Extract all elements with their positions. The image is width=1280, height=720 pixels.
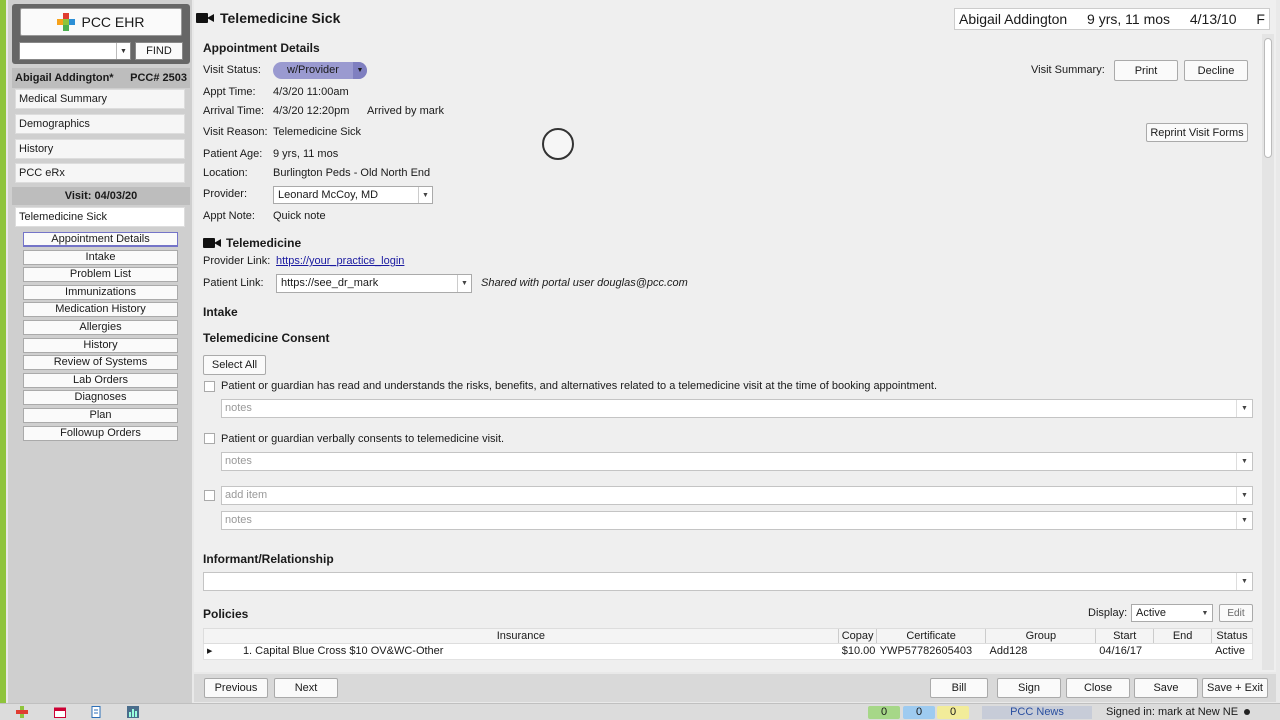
sign-button[interactable]: Sign <box>997 678 1061 698</box>
consent-1-checkbox[interactable] <box>204 381 215 392</box>
cell-certificate: YWP57782605403 <box>879 645 973 657</box>
appt-note-value: Quick note <box>273 210 326 222</box>
main-scrollbar[interactable] <box>1262 34 1274 670</box>
mouse-cursor-highlight <box>542 128 574 160</box>
patient-link-select[interactable] <box>276 274 472 293</box>
header-patient-sex: F <box>1256 11 1265 27</box>
add-item-placeholder: add item <box>225 489 268 501</box>
chevron-down-icon: ▼ <box>457 275 471 292</box>
informant-title: Informant/Relationship <box>203 552 334 566</box>
reprint-visit-forms-button[interactable]: Reprint Visit Forms <box>1146 123 1248 142</box>
visit-header: Visit: 04/03/20 <box>12 187 190 205</box>
patient-link-label: Patient Link: <box>203 277 264 289</box>
cell-start: 04/16/17 <box>1099 645 1143 657</box>
bill-button[interactable]: Bill <box>930 678 988 698</box>
subnav-followup-orders[interactable]: Followup Orders <box>23 426 178 441</box>
provider-link-label: Provider Link: <box>203 255 271 267</box>
sidebar-item-pcc-erx[interactable]: PCC eRx <box>15 163 185 183</box>
chevron-down-icon: ▼ <box>418 187 432 203</box>
location-label: Location: <box>203 167 248 179</box>
notes-placeholder: notes <box>225 455 252 467</box>
add-item-notes[interactable] <box>221 511 1253 530</box>
notes-placeholder: notes <box>225 514 252 526</box>
column-status: Status <box>1216 630 1248 642</box>
pcc-launcher-icon[interactable] <box>16 706 28 718</box>
subnav-lab-orders[interactable]: Lab Orders <box>23 373 178 388</box>
cell-group: Add128 <box>989 645 1028 657</box>
intake-title: Intake <box>203 305 238 319</box>
provider-link[interactable]: https://your_practice_login <box>276 255 405 267</box>
telemedicine-title <box>203 236 301 250</box>
patient-age-value: 9 yrs, 11 mos <box>273 148 339 160</box>
cell-end <box>1154 644 1212 659</box>
consent-1-notes[interactable] <box>221 399 1253 418</box>
arrival-time-value: 4/3/20 12:20pm <box>273 105 350 117</box>
column-group: Group <box>986 629 1096 643</box>
display-value: Active <box>1136 607 1166 619</box>
main-content <box>194 0 1276 672</box>
patient-name: Abigail Addington* <box>15 72 114 84</box>
policies-title: Policies <box>203 607 249 621</box>
patient-header <box>954 8 1270 30</box>
add-item-field[interactable] <box>221 486 1253 505</box>
patient-search-select[interactable] <box>19 42 131 60</box>
table-row[interactable] <box>203 644 1253 660</box>
find-button[interactable]: FIND <box>135 42 183 60</box>
appt-time-label: Appt Time: <box>203 86 256 98</box>
logo-panel <box>12 4 190 64</box>
save-exit-button[interactable]: Save + Exit <box>1202 678 1268 698</box>
consent-2-label: Patient or guardian verbally consents to telemedicine visit. <box>221 433 505 445</box>
column-end: End <box>1154 629 1212 643</box>
column-insurance: Insurance <box>204 629 839 643</box>
provider-value: Leonard McCoy, MD <box>278 189 379 201</box>
policies-table-header <box>203 628 1253 644</box>
header-patient-age: 9 yrs, 11 mos <box>1087 11 1171 27</box>
appt-note-label: Appt Note: <box>203 210 255 222</box>
policies-table <box>203 628 1253 660</box>
appointment-details-title: Appointment Details <box>203 41 320 55</box>
visit-status-select[interactable] <box>273 62 367 79</box>
sidebar-item-history[interactable]: History <box>15 139 185 159</box>
header-patient-dob: 4/13/10 <box>1189 11 1237 27</box>
next-button[interactable]: Next <box>274 678 338 698</box>
patient-link-value: https://see_dr_mark <box>281 277 379 289</box>
provider-select[interactable] <box>273 186 433 204</box>
telemedicine-consent-title: Telemedicine Consent <box>203 331 330 345</box>
cell-status: Active <box>1215 645 1246 657</box>
notes-placeholder: notes <box>225 402 252 414</box>
video-camera-icon <box>203 237 221 249</box>
add-item-checkbox[interactable] <box>204 490 215 501</box>
chevron-down-icon: ▼ <box>1201 609 1209 617</box>
cell-copay: $10.00 <box>841 645 876 657</box>
chevron-down-icon: ▼ <box>116 43 130 59</box>
pcc-number: PCC# 2503 <box>130 72 187 84</box>
patient-age-label: Patient Age: <box>203 148 263 160</box>
chevron-down-icon: ▼ <box>1236 453 1252 470</box>
visit-status-value: w/Provider <box>287 64 339 76</box>
header-patient-name: Abigail Addington <box>959 11 1068 27</box>
consent-2-notes[interactable] <box>221 452 1253 471</box>
chevron-down-icon: ▼ <box>353 62 367 79</box>
visit-title-text: Telemedicine Sick <box>220 10 341 26</box>
patient-bar <box>12 68 190 88</box>
visit-status-label: Visit Status: <box>203 64 261 76</box>
action-bar <box>194 674 1276 702</box>
subnav-allergies[interactable]: Allergies <box>23 320 178 335</box>
yellow-count-badge[interactable]: 0 <box>937 706 969 719</box>
location-value: Burlington Peds - Old North End <box>273 167 431 179</box>
column-copay: Copay <box>839 629 877 643</box>
edit-policies-button[interactable]: Edit <box>1219 604 1253 622</box>
visit-reason-value: Telemedicine Sick <box>273 126 362 138</box>
window-edge <box>0 0 6 720</box>
display-label: Display: <box>1088 607 1128 619</box>
sidebar-item-medical-summary[interactable]: Medical Summary <box>15 89 185 109</box>
document-icon[interactable] <box>90 706 102 718</box>
green-count-badge[interactable]: 0 <box>868 706 900 719</box>
subnav-problem-list[interactable]: Problem List <box>23 267 178 282</box>
expand-triangle-icon[interactable]: ▶ <box>207 648 213 655</box>
signed-in-status <box>1106 706 1250 718</box>
subnav-history[interactable]: History <box>23 338 178 353</box>
video-camera-icon <box>196 12 214 24</box>
app-name: PCC EHR <box>81 14 145 30</box>
pcc-logo-icon <box>57 13 75 31</box>
subnav-plan[interactable]: Plan <box>23 408 178 423</box>
previous-button[interactable]: Previous <box>204 678 268 698</box>
subnav-medication-history[interactable]: Medication History <box>23 302 178 317</box>
chevron-down-icon: ▼ <box>1236 512 1252 529</box>
chevron-down-icon: ▼ <box>1236 400 1252 417</box>
shared-portal-note: Shared with portal user douglas@pcc.com <box>481 277 688 289</box>
sidebar-item-demographics[interactable]: Demographics <box>15 114 185 134</box>
pcc-ehr-home-button[interactable] <box>20 8 182 36</box>
save-button[interactable]: Save <box>1134 678 1198 698</box>
visit-reason-label: Visit Reason: <box>203 126 268 138</box>
print-button[interactable]: Print <box>1114 60 1178 81</box>
status-dot-icon <box>1244 709 1250 715</box>
arrived-by: Arrived by mark <box>367 105 445 117</box>
provider-label: Provider: <box>203 188 248 200</box>
status-bar <box>0 703 1280 720</box>
signed-in-text: Signed in: mark at New NE <box>1106 706 1239 718</box>
chevron-down-icon: ▼ <box>1236 573 1252 590</box>
appt-time-value: 4/3/20 11:00am <box>273 86 349 98</box>
cell-insurance: 1. Capital Blue Cross $10 OV&WC-Other <box>242 645 444 657</box>
blue-count-badge[interactable]: 0 <box>903 706 935 719</box>
subnav-immunizations[interactable]: Immunizations <box>23 285 178 300</box>
visit-title <box>196 10 340 26</box>
subnav-diagnoses[interactable]: Diagnoses <box>23 390 178 405</box>
decline-button[interactable]: Decline <box>1184 60 1248 81</box>
arrival-time-label: Arrival Time: <box>203 105 265 117</box>
subnav-review-of-systems[interactable]: Review of Systems <box>23 355 178 370</box>
informant-select[interactable] <box>203 572 1253 591</box>
scrollbar-thumb[interactable] <box>1264 38 1272 158</box>
subnav-appointment-details[interactable]: Appointment Details <box>23 232 178 247</box>
column-certificate: Certificate <box>877 629 987 643</box>
calendar-icon[interactable] <box>54 706 66 718</box>
consent-2-checkbox[interactable] <box>204 433 215 444</box>
visit-item-telemedicine-sick[interactable]: Telemedicine Sick <box>15 207 185 227</box>
chevron-down-icon: ▼ <box>1236 487 1252 504</box>
column-start: Start <box>1096 629 1154 643</box>
reports-chart-icon[interactable] <box>127 706 139 718</box>
pcc-news-link[interactable]: PCC News <box>982 706 1092 719</box>
subnav-intake[interactable]: Intake <box>23 250 178 265</box>
telemedicine-title-text: Telemedicine <box>226 236 302 250</box>
select-all-button[interactable]: Select All <box>203 355 266 375</box>
consent-1-label: Patient or guardian has read and understands the risks, benefits, and alternatives related to a telemedicine visit at the time of booking appointment. <box>221 380 938 392</box>
visit-summary-label: Visit Summary: <box>1031 64 1105 76</box>
display-select[interactable] <box>1131 604 1213 622</box>
close-button[interactable]: Close <box>1066 678 1130 698</box>
